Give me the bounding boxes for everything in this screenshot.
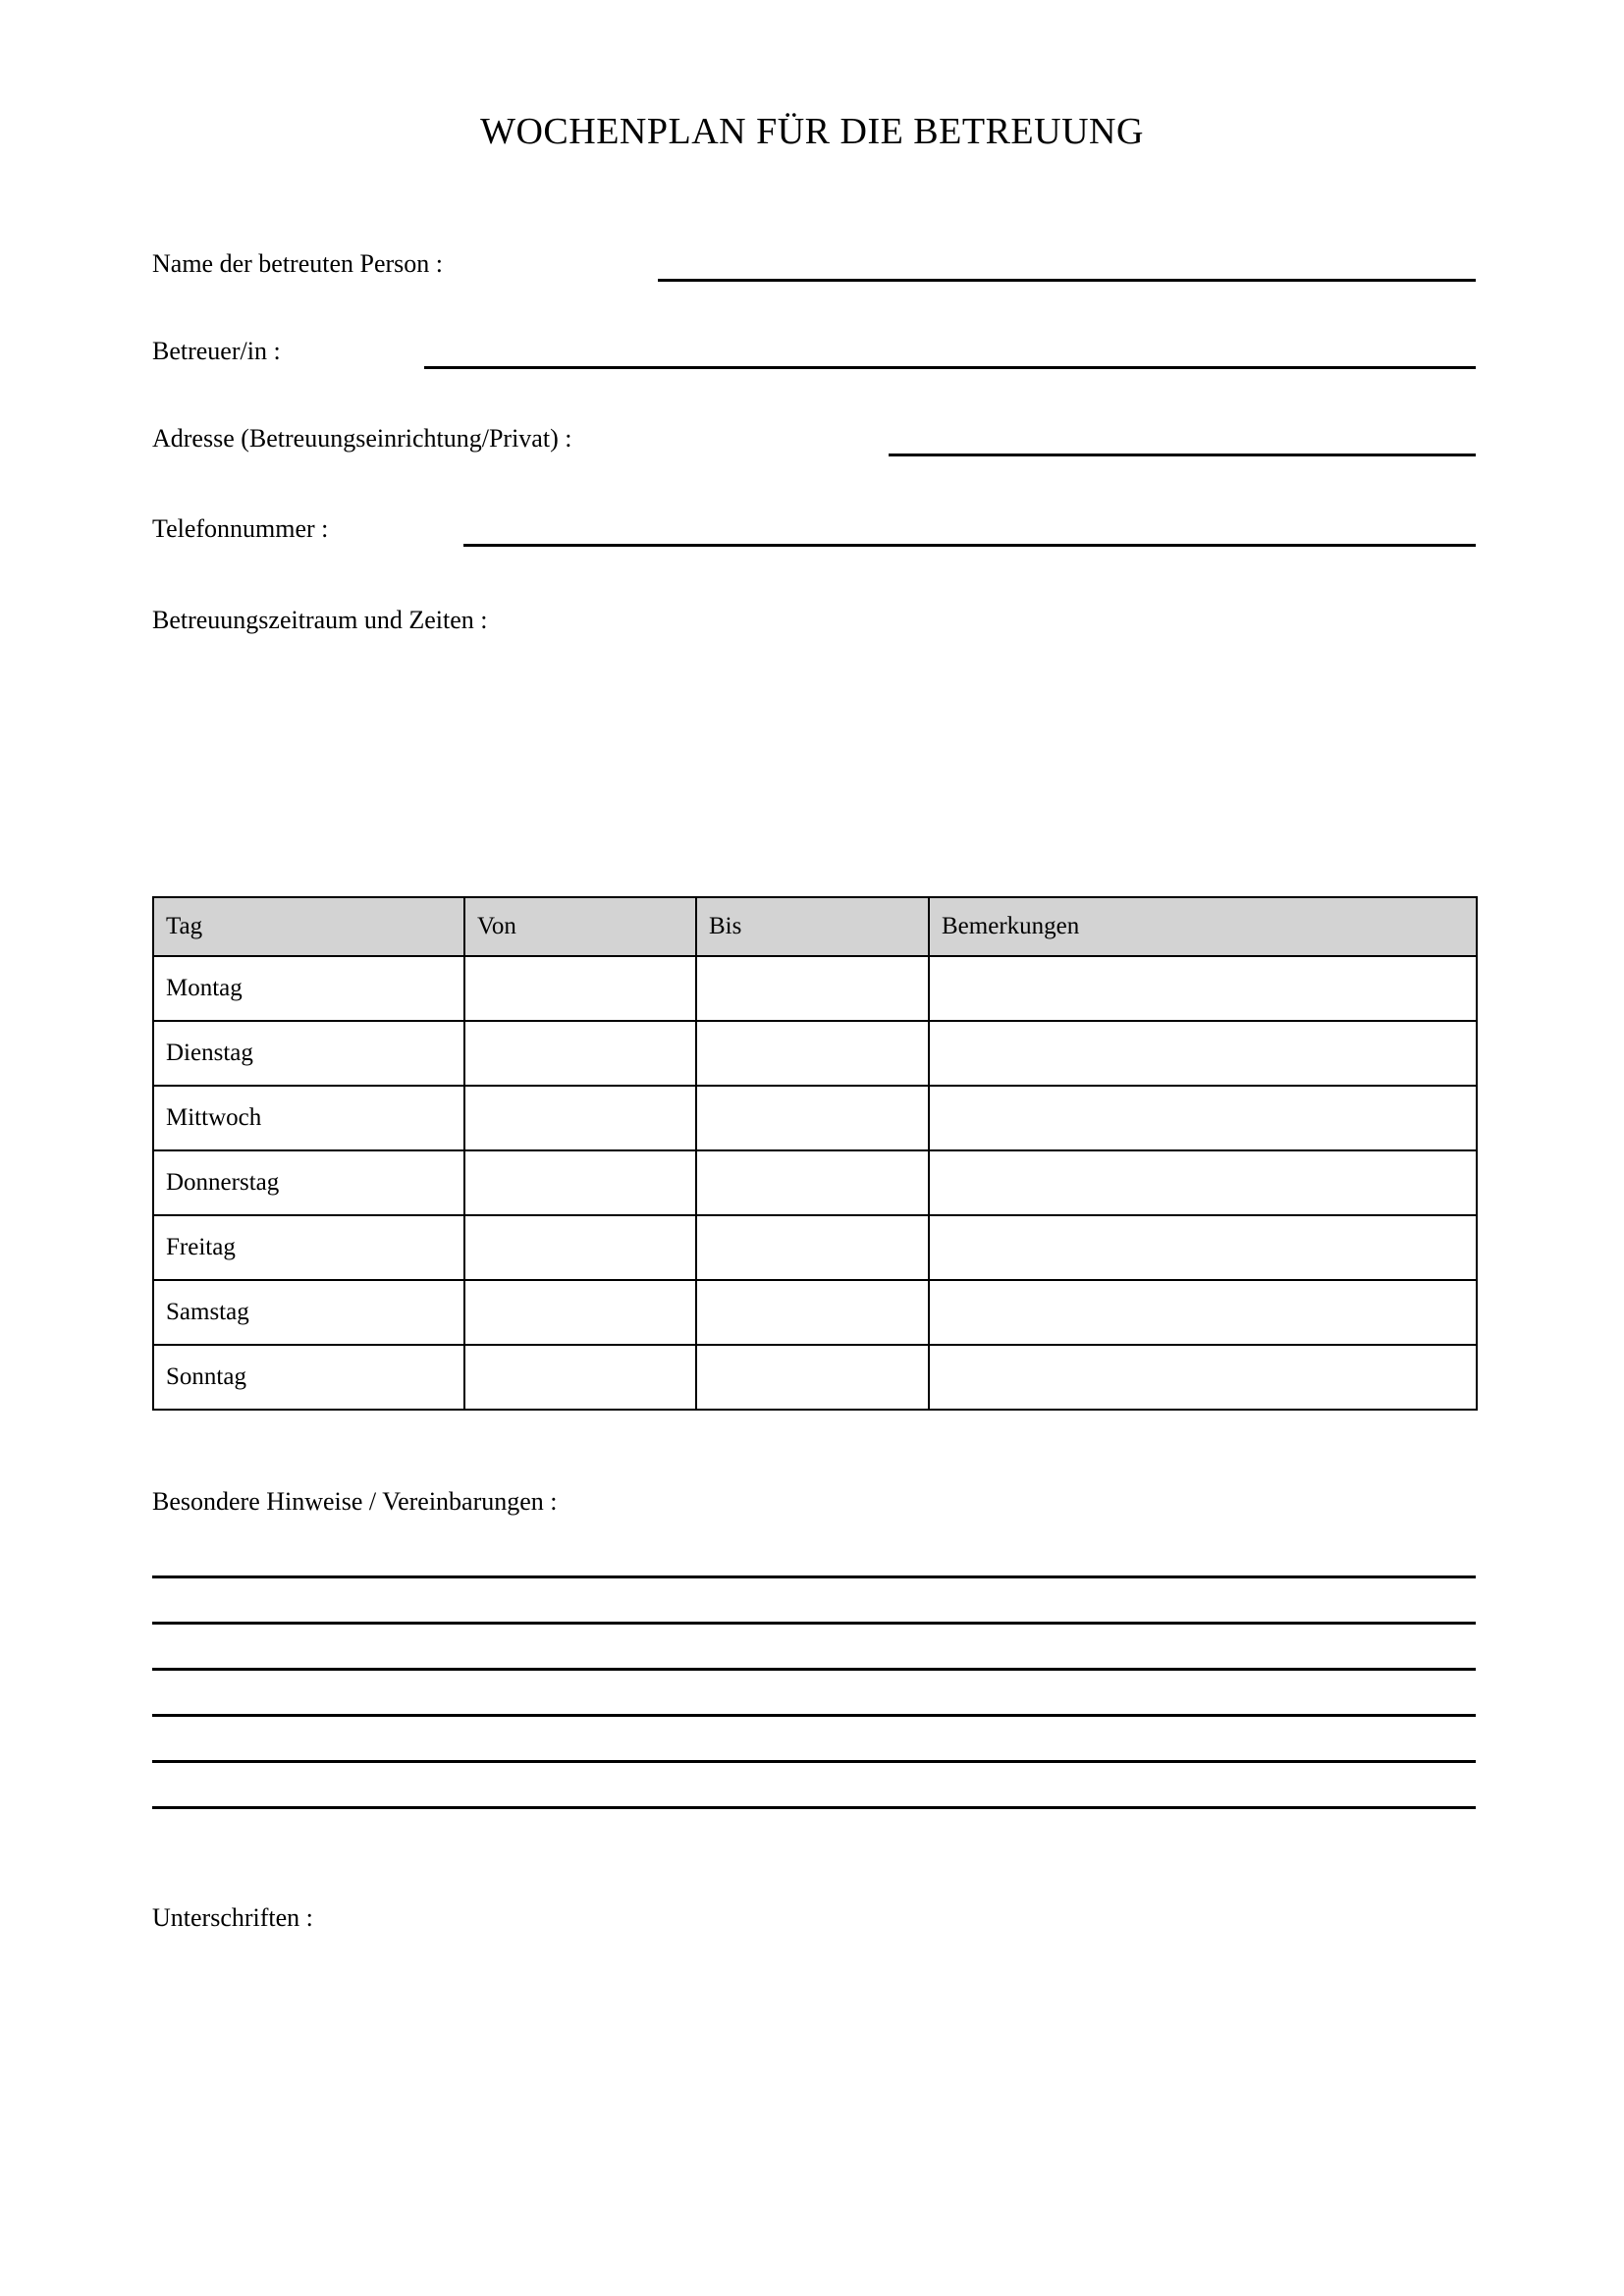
form-field-input-line[interactable] (889, 454, 1476, 456)
time-to-cell[interactable] (696, 1021, 929, 1086)
remarks-cell[interactable] (929, 1345, 1477, 1410)
day-name-cell: Freitag (153, 1215, 464, 1280)
form-field-input-line[interactable] (424, 366, 1476, 369)
weekly-schedule-table (152, 896, 1478, 1411)
form-field-label: Name der betreuten Person : (152, 249, 444, 278)
form-field-input-line[interactable] (463, 544, 1476, 547)
table-row (153, 956, 1477, 1021)
column-header-von: Von (464, 897, 696, 956)
table-row (153, 1086, 1477, 1150)
section-label-unterschriften: Unterschriften : (152, 1903, 313, 1932)
time-to-cell[interactable] (696, 1280, 929, 1345)
time-from-cell[interactable] (464, 1280, 696, 1345)
day-name-cell: Montag (153, 956, 464, 1021)
remarks-cell[interactable] (929, 956, 1477, 1021)
form-field-label: Betreuer/in : (152, 337, 281, 365)
table-row (153, 1150, 1477, 1215)
notes-writing-line[interactable] (152, 1668, 1476, 1671)
notes-writing-line[interactable] (152, 1806, 1476, 1809)
form-field-row (0, 422, 1624, 467)
remarks-cell[interactable] (929, 1086, 1477, 1150)
section-label-besondere-hinweise: Besondere Hinweise / Vereinbarungen : (152, 1487, 558, 1516)
column-header-bis: Bis (696, 897, 929, 956)
day-name-cell: Samstag (153, 1280, 464, 1345)
notes-writing-line[interactable] (152, 1760, 1476, 1763)
time-from-cell[interactable] (464, 1086, 696, 1150)
table-row (153, 1345, 1477, 1410)
time-to-cell[interactable] (696, 1150, 929, 1215)
time-from-cell[interactable] (464, 1345, 696, 1410)
time-from-cell[interactable] (464, 956, 696, 1021)
table-header-row (153, 897, 1477, 956)
remarks-cell[interactable] (929, 1150, 1477, 1215)
form-field-row (0, 247, 1624, 293)
form-field-row (0, 335, 1624, 380)
form-field-label: Adresse (Betreuungseinrichtung/Privat) : (152, 424, 572, 453)
notes-writing-line[interactable] (152, 1714, 1476, 1717)
remarks-cell[interactable] (929, 1021, 1477, 1086)
column-header-bemerkungen: Bemerkungen (929, 897, 1477, 956)
day-name-cell: Donnerstag (153, 1150, 464, 1215)
time-from-cell[interactable] (464, 1215, 696, 1280)
remarks-cell[interactable] (929, 1215, 1477, 1280)
form-field-input-line[interactable] (658, 279, 1476, 282)
remarks-cell[interactable] (929, 1280, 1477, 1345)
time-from-cell[interactable] (464, 1150, 696, 1215)
notes-writing-line[interactable] (152, 1575, 1476, 1578)
page-title: WOCHENPLAN FÜR DIE BETREUUNG (480, 111, 1144, 152)
day-name-cell: Dienstag (153, 1021, 464, 1086)
day-name-cell: Mittwoch (153, 1086, 464, 1150)
time-to-cell[interactable] (696, 1086, 929, 1150)
time-to-cell[interactable] (696, 1215, 929, 1280)
table-row (153, 1280, 1477, 1345)
notes-writing-line[interactable] (152, 1622, 1476, 1625)
table-row (153, 1215, 1477, 1280)
day-name-cell: Sonntag (153, 1345, 464, 1410)
time-to-cell[interactable] (696, 1345, 929, 1410)
column-header-tag: Tag (153, 897, 464, 956)
time-to-cell[interactable] (696, 956, 929, 1021)
time-from-cell[interactable] (464, 1021, 696, 1086)
form-field-label: Telefonnummer : (152, 514, 329, 543)
section-label-betreuungszeitraum: Betreuungszeitraum und Zeiten : (152, 606, 488, 634)
table-row (153, 1021, 1477, 1086)
form-field-row (0, 512, 1624, 558)
